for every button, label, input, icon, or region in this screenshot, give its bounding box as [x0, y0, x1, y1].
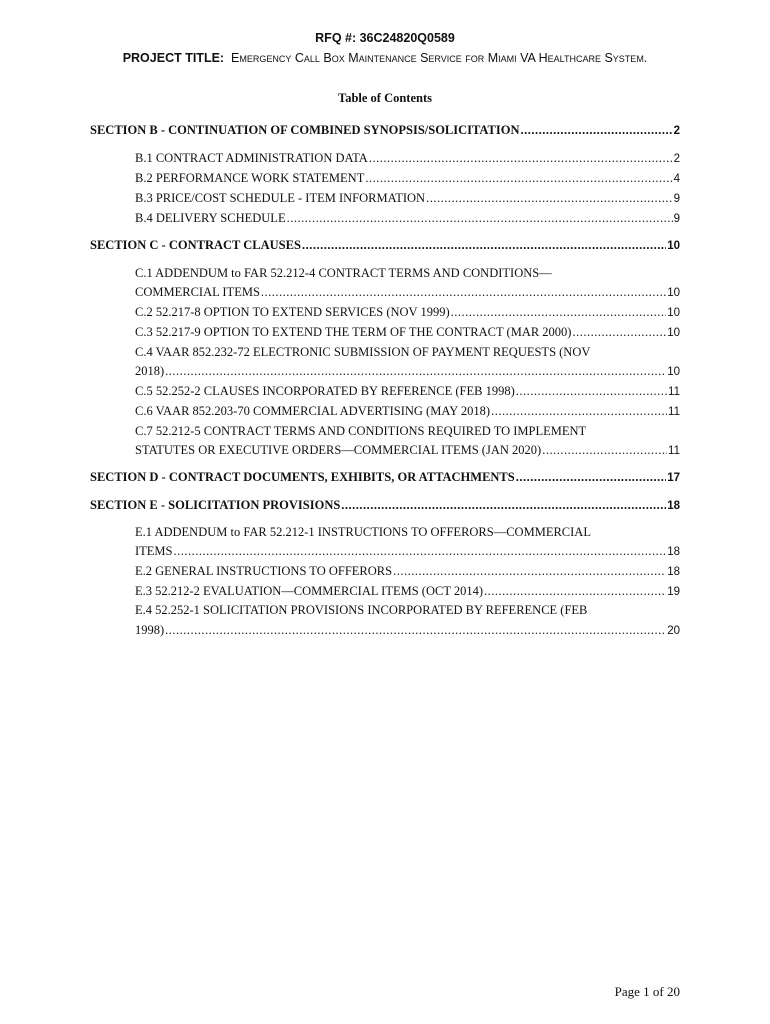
- toc-entry-b2[interactable]: [135, 169, 680, 189]
- toc-entry-title: C.2 52.217-8 OPTION TO EXTEND SERVICES (NOV 1999): [135, 305, 450, 319]
- dot-leader: [542, 441, 667, 460]
- toc-entry-b1[interactable]: [135, 149, 680, 169]
- dot-leader: [393, 562, 666, 581]
- toc-entry-page: 11: [668, 386, 680, 398]
- toc-entry-title: C.5 52.252-2 CLAUSES INCORPORATED BY REFERENCE (FEB 1998): [135, 384, 515, 398]
- toc-entry-page: 18: [667, 566, 680, 578]
- toc-entry-page: 18: [667, 500, 680, 512]
- toc-entry-section-d[interactable]: [90, 468, 680, 488]
- toc-entry-title: COMMERCIAL ITEMS: [135, 285, 260, 299]
- dot-leader: [484, 582, 666, 601]
- toc-entry-c5[interactable]: [135, 382, 680, 402]
- toc-entry-title: SECTION B - CONTINUATION OF COMBINED SYNOPSIS/SOLICITATION: [90, 123, 520, 137]
- toc-entry-title: C.3 52.217-9 OPTION TO EXTEND THE TERM OF THE CONTRACT (MAR 2000): [135, 325, 572, 339]
- toc-entry-c1-line1[interactable]: C.1 ADDENDUM to FAR 52.212-4 CONTRACT TERMS AND CONDITIONS—: [135, 266, 552, 280]
- toc-entry-title: B.2 PERFORMANCE WORK STATEMENT: [135, 171, 365, 185]
- toc-entry-e3[interactable]: [135, 582, 680, 602]
- toc-entry-b4[interactable]: [135, 209, 680, 229]
- toc-entry-page: 20: [667, 625, 680, 637]
- toc-entry-b3[interactable]: [135, 189, 680, 209]
- dot-leader: [287, 209, 673, 228]
- toc-entry-c7[interactable]: [135, 441, 680, 461]
- toc-entry-page: 9: [673, 193, 680, 205]
- toc-entry-c7-line1[interactable]: C.7 52.212-5 CONTRACT TERMS AND CONDITIONS REQUIRED TO IMPLEMENT: [135, 424, 587, 438]
- toc-entry-title: SECTION C - CONTRACT CLAUSES: [90, 238, 301, 252]
- toc-entry-title: SECTION D - CONTRACT DOCUMENTS, EXHIBITS, OR ATTACHMENTS: [90, 470, 515, 484]
- dot-leader: [302, 236, 666, 255]
- toc-entry-page: 11: [668, 406, 680, 418]
- toc-entry-page: 10: [667, 287, 680, 299]
- toc-entry-page: 10: [667, 366, 680, 378]
- dot-leader: [520, 121, 672, 140]
- toc-entry-e2[interactable]: [135, 562, 680, 582]
- toc-entry-page: 2: [673, 153, 680, 165]
- toc-entry-e4[interactable]: [135, 621, 680, 641]
- toc-entry-section-b[interactable]: [90, 121, 680, 141]
- page-number-footer: Page 1 of 20: [614, 984, 680, 999]
- dot-leader: [341, 496, 666, 515]
- dot-leader: [516, 382, 667, 401]
- toc-entry-page: 10: [667, 240, 680, 252]
- toc-entry-page: 9: [673, 213, 680, 225]
- toc-entry-section-c[interactable]: [90, 236, 680, 256]
- toc-entry-page: 4: [673, 173, 680, 185]
- toc-entry-c4-line1[interactable]: C.4 VAAR 852.232-72 ELECTRONIC SUBMISSION OF PAYMENT REQUESTS (NOV: [135, 345, 591, 359]
- toc-entry-title: ITEMS: [135, 544, 173, 558]
- toc-entry-title: 2018): [135, 364, 165, 378]
- dot-leader: [365, 169, 672, 188]
- dot-leader: [174, 542, 667, 561]
- toc-entry-page: 10: [667, 327, 680, 339]
- dot-leader: [261, 283, 666, 302]
- toc-entry-title: E.3 52.212-2 EVALUATION—COMMERCIAL ITEMS (OCT 2014): [135, 584, 484, 598]
- toc-entry-page: 17: [667, 472, 680, 484]
- toc-entry-c3[interactable]: [135, 323, 680, 343]
- dot-leader: [516, 468, 666, 487]
- toc-entry-c4[interactable]: [135, 362, 680, 382]
- toc-entry-title: SECTION E - SOLICITATION PROVISIONS: [90, 498, 341, 512]
- rfq-number: RFQ #: 36C24820Q0589: [315, 31, 455, 45]
- project-title-value: Emergency Call Box Maintenance Service for Miami VA Healthcare System.: [231, 51, 648, 65]
- toc-entry-title: B.4 DELIVERY SCHEDULE: [135, 211, 286, 225]
- toc-entry-page: 10: [667, 307, 680, 319]
- toc-entry-title: C.6 VAAR 852.203-70 COMMERCIAL ADVERTISING (MAY 2018): [135, 404, 491, 418]
- project-title-label: PROJECT TITLE:: [122, 51, 225, 65]
- toc-entry-c6[interactable]: [135, 402, 680, 422]
- dot-leader: [426, 189, 673, 208]
- toc-entry-page: 11: [668, 445, 680, 457]
- toc-entry-title: B.1 CONTRACT ADMINISTRATION DATA: [135, 151, 368, 165]
- toc-entry-page: 18: [667, 546, 680, 558]
- dot-leader: [165, 621, 666, 640]
- toc-entry-section-e[interactable]: [90, 496, 680, 516]
- toc-entry-title: B.3 PRICE/COST SCHEDULE - ITEM INFORMATION: [135, 191, 426, 205]
- dot-leader: [369, 149, 673, 168]
- toc-entry-e1-line1[interactable]: E.1 ADDENDUM to FAR 52.212-1 INSTRUCTIONS TO OFFERORS—COMMERCIAL: [135, 525, 591, 539]
- dot-leader: [451, 303, 667, 322]
- toc-entry-e4-line1[interactable]: E.4 52.252-1 SOLICITATION PROVISIONS INCORPORATED BY REFERENCE (FEB: [135, 603, 588, 617]
- project-title-block: [90, 49, 680, 68]
- dot-leader: [491, 402, 667, 421]
- toc-entry-title: E.2 GENERAL INSTRUCTIONS TO OFFERORS: [135, 564, 393, 578]
- dot-leader: [165, 362, 666, 381]
- toc-entry-c1[interactable]: [135, 283, 680, 303]
- toc-entry-e1[interactable]: [135, 542, 680, 562]
- dot-leader: [572, 323, 666, 342]
- toc-heading: Table of Contents: [338, 91, 432, 105]
- toc-entry-c2[interactable]: [135, 303, 680, 323]
- toc-entry-title: STATUTES OR EXECUTIVE ORDERS—COMMERCIAL ITEMS (JAN 2020): [135, 443, 542, 457]
- toc-entry-page: 19: [667, 586, 680, 598]
- toc-entry-title: 1998): [135, 623, 165, 637]
- toc-entry-page: 2: [673, 125, 680, 137]
